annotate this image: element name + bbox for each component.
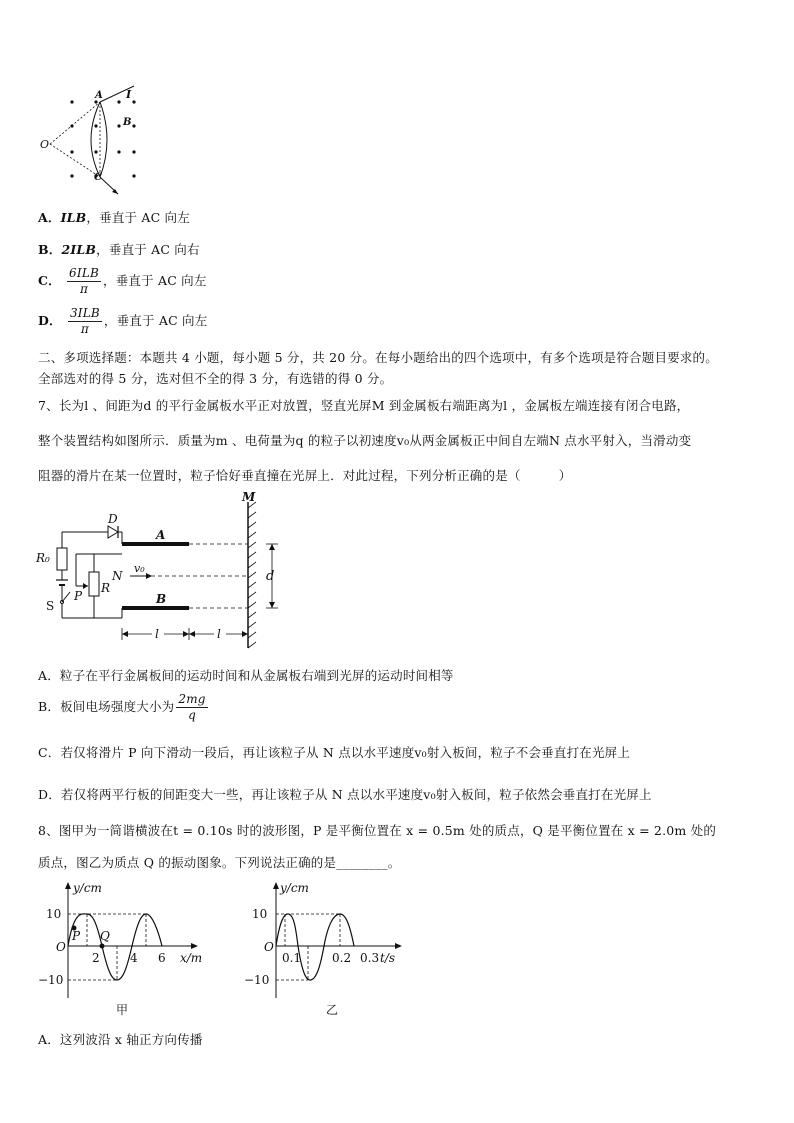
jia-tick-4: 4 — [130, 951, 138, 965]
label-D: D — [108, 512, 118, 526]
q7-option-b: B．板间电场强度大小为 $\frac{2mg}{q}$ — [38, 692, 206, 722]
section2-line1: 二、多项选择题：本题共 4 小题，每小题 5 分，共 20 分。在每小题给出的四个选项中，有多个选项是符合题目要求的。 — [38, 350, 718, 365]
label-plate-B: B — [156, 592, 167, 606]
label-R0: R₀ — [36, 551, 50, 565]
vibration-graph-yi — [232, 880, 412, 1020]
jia-tick-2: 2 — [92, 951, 100, 965]
yi-xlabel: t/s — [380, 951, 396, 965]
q8-stem-line2: 质点，图乙为质点 Q 的振动图象。下列说法正确的是________。 — [38, 855, 401, 870]
q6-option-a: A．ILB，垂直于 AC 向左 — [38, 210, 190, 225]
circuit-figure — [34, 492, 294, 652]
label-d: d — [266, 569, 275, 584]
label-B: B — [123, 117, 132, 128]
q7-option-c: C．若仅将滑片 P 向下滑动一段后，再让该粒子从 N 点以水平速度v₀射入板间，粒子不会垂直打在光屏上 — [38, 745, 631, 760]
q6-option-d: D． $\frac{\text{3ILB}}{\pi}$ ，垂直于 AC 向左 — [38, 306, 208, 336]
jia-label-P: P — [72, 929, 81, 943]
q6-option-c: C． $\frac{\text{6ILB}}{\pi}$ ，垂直于 AC 向左 — [38, 266, 207, 296]
label-plate-A: A — [156, 528, 166, 542]
jia-xlabel: x/m — [180, 951, 203, 965]
label-P: P — [74, 589, 83, 603]
label-I: I — [126, 88, 132, 101]
yi-caption: 乙 — [326, 1003, 339, 1017]
fraction-2mg-q: $\frac{2mg}{q}$ — [178, 692, 206, 722]
label-R: R — [101, 581, 111, 595]
q7-stem-line1: 7、长为l 、间距为d 的平行金属板水平正对放置，竖直光屏M 到金属板右端距离为l ，金属板左端连接有闭合电路， — [38, 398, 690, 413]
q8-option-a: A．这列波沿 x 轴正方向传播 — [38, 1032, 203, 1047]
jia-tick-minus10: −10 — [38, 973, 64, 987]
point-Q — [100, 944, 105, 949]
q6-option-b: B．2ILB，垂直于 AC 向右 — [38, 242, 200, 257]
yi-tick-minus10: −10 — [244, 973, 270, 987]
yi-tick-0.1: 0.1 — [282, 951, 302, 965]
label-M: M — [242, 490, 256, 504]
yi-tick-0.2: 0.2 — [332, 951, 352, 965]
q8-stem-line1: 8、图甲为一简谐横波在t = 0.10s 时的波形图，P 是平衡位置在 x = 0.5m 处的质点，Q 是平衡位置在 x = 2.0m 处的 — [38, 823, 717, 838]
jia-tick-6: 6 — [158, 951, 166, 965]
q7-stem-line3: 阻器的滑片在某一位置时，粒子恰好垂直撞在光屏上．对此过程，下列分析正确的是（ ） — [38, 468, 572, 483]
fraction-3ilb-pi: $\frac{\text{3ILB}}{\pi}$ — [69, 306, 100, 336]
section2-line2: 全部选对的得 5 分，选对但不全的得 3 分，有选错的得 0 分。 — [38, 371, 393, 386]
jia-label-Q: Q — [100, 929, 110, 943]
label-l2: l — [217, 627, 221, 641]
q7-stem-line2: 整个装置结构如图所示．质量为m 、电荷量为q 的粒子以初速度v₀从两金属板正中间自左端N 点水平射入，当滑动变 — [38, 433, 692, 448]
yi-tick-10: 10 — [252, 907, 268, 921]
fraction-6ilb-pi: $\frac{\text{6ILB}}{\pi}$ — [69, 266, 100, 296]
jia-ylabel: y/cm — [73, 881, 102, 895]
label-O: O — [40, 138, 50, 151]
label-v0: v₀ — [134, 562, 145, 575]
jia-tick-10: 10 — [46, 907, 62, 921]
yi-tick-0.3: 0.3 — [360, 951, 380, 965]
jia-origin: O — [56, 940, 66, 954]
yi-ylabel: y/cm — [280, 881, 309, 895]
yi-origin: O — [264, 940, 274, 954]
wave-graph-jia — [34, 880, 214, 1020]
label-S: S — [46, 599, 55, 613]
label-C: C — [94, 172, 102, 183]
magnetic-field-figure — [30, 80, 160, 200]
label-N: N — [112, 569, 123, 583]
q7-option-d: D．若仅将两平行板的间距变大一些，再让该粒子从 N 点以水平速度v₀射入板间，粒子依然会垂直打在光屏上 — [38, 787, 652, 802]
q7-option-a: A．粒子在平行金属板间的运动时间和从金属板右端到光屏的运动时间相等 — [38, 668, 454, 683]
jia-caption: 甲 — [116, 1003, 129, 1017]
label-l1: l — [155, 627, 159, 641]
label-A: A — [95, 90, 103, 101]
